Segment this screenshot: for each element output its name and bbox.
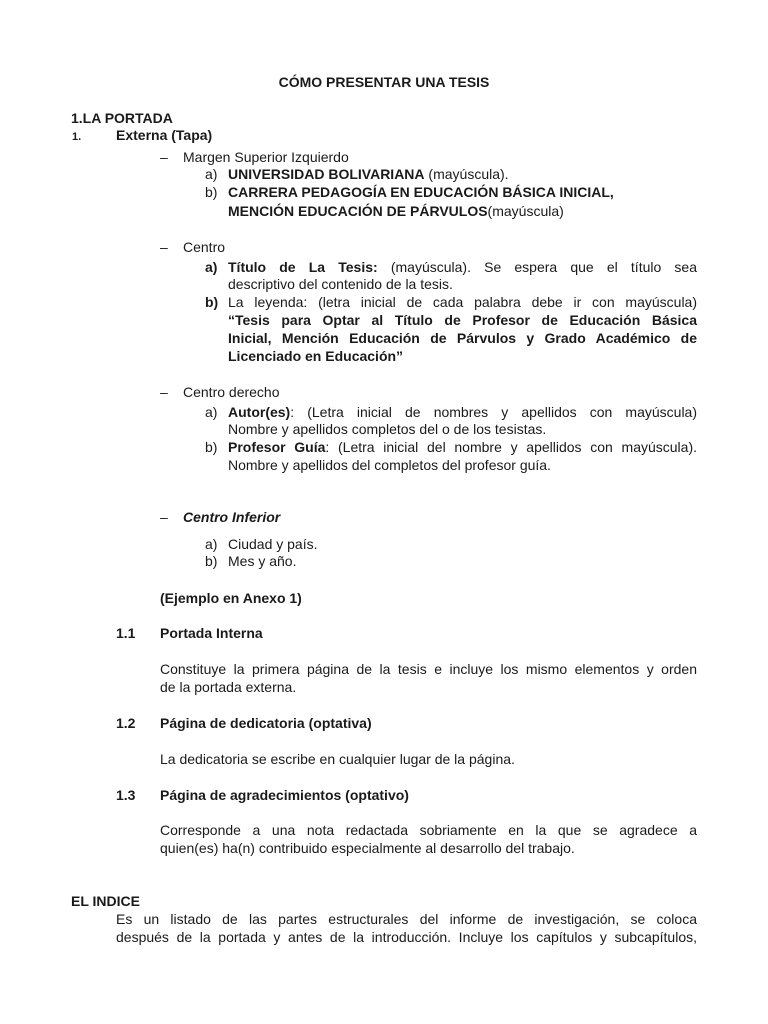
plain-text: (mayúscula). <box>424 166 509 182</box>
plain-text: : (Letra inicial de nombres y apellidos con mayúscula) <box>290 404 697 420</box>
bullet-dash: – <box>160 149 168 165</box>
section-number: 1.2 <box>116 715 136 731</box>
list-marker: a) <box>205 536 218 552</box>
section-heading-indice: EL INDICE <box>71 893 140 909</box>
section-heading-portada: 1.LA PORTADA <box>71 110 173 126</box>
plain-text: : (Letra inicial del nombre y apellidos con mayúscula). <box>325 439 697 455</box>
list-item-mes: Mes y año. <box>228 553 297 569</box>
bullet-dash: – <box>160 384 168 400</box>
paragraph-dedicatoria: La dedicatoria se escribe en cualquier lugar de la página. <box>160 751 515 767</box>
paragraph-agradecimientos-1: Corresponde a una nota redactada sobriamente en la que se agradece a <box>160 822 697 838</box>
section-number: 1.3 <box>116 787 136 803</box>
bold-text: Autor(es) <box>228 404 291 420</box>
list-item-mencion <box>228 203 564 220</box>
section-heading-agradecimientos: Página de agradecimientos (optativo) <box>160 787 409 803</box>
bullet-dash: – <box>160 509 168 525</box>
item-centro-derecho-label: Centro derecho <box>183 384 280 400</box>
plain-text: (mayúscula) <box>487 203 564 219</box>
list-item-profesor <box>228 439 697 456</box>
list-item-autores-cont: Nombre y apellidos completos del o de los tesistas. <box>228 421 547 437</box>
paragraph-indice-2: después de la portada y antes de la introducción. Incluye los capítulos y subcapítulos, <box>116 929 697 945</box>
list-marker: a) <box>205 259 218 275</box>
list-item-titulo <box>228 259 697 276</box>
section-heading-dedicatoria: Página de dedicatoria (optativa) <box>160 715 372 731</box>
paragraph-portada-interna-2: de la portada externa. <box>160 679 297 695</box>
ejemplo-note: (Ejemplo en Anexo 1) <box>160 590 302 606</box>
list-item-ciudad: Ciudad y país. <box>228 536 318 552</box>
list-marker: b) <box>205 184 218 200</box>
bold-text: UNIVERSIDAD BOLIVARIANA <box>228 166 425 182</box>
list-marker: a) <box>205 166 218 182</box>
item-centro-inferior-label: Centro Inferior <box>183 509 281 525</box>
list-item-leyenda: La leyenda: (letra inicial de cada palabra debe ir con mayúscula) <box>228 294 697 310</box>
leyenda-quote-line-2: Inicial, Mención Educación de Párvulos y Grado Académico de <box>228 330 697 346</box>
item-margen-label: Margen Superior Izquierdo <box>183 149 349 165</box>
leyenda-quote-line-3: Licenciado en Educación” <box>228 348 404 364</box>
leyenda-quote-line-1: “Tesis para Optar al Título de Profesor de Educación Básica <box>228 312 697 328</box>
list-marker: b) <box>205 553 218 569</box>
item-centro-label: Centro <box>183 239 226 255</box>
bold-text: Título de La Tesis: <box>228 259 378 275</box>
list-item-universidad <box>228 166 509 183</box>
bold-text: MENCIÓN EDUCACIÓN DE PÁRVULOS <box>228 203 488 219</box>
section-number: 1.1 <box>116 625 136 641</box>
paragraph-portada-interna-1: Constituye la primera página de la tesis e incluye los mismo elementos y orden <box>160 661 697 677</box>
list-number: 1. <box>72 131 82 143</box>
list-item-profesor-cont: Nombre y apellidos del completos del profesor guía. <box>228 457 551 473</box>
list-item-titulo-cont: descriptivo del contenido de la tesis. <box>228 276 453 292</box>
list-item-carrera: CARRERA PEDAGOGÍA EN EDUCACIÓN BÁSICA INICIAL, <box>228 184 614 200</box>
paragraph-agradecimientos-2: quien(es) ha(n) contribuido especialmente al desarrollo del trabajo. <box>160 840 575 856</box>
document-title: CÓMO PRESENTAR UNA TESIS <box>278 74 490 90</box>
list-marker: b) <box>205 294 219 310</box>
list-marker: a) <box>205 404 218 420</box>
bullet-dash: – <box>160 239 168 255</box>
subsection-externa: Externa (Tapa) <box>116 127 213 143</box>
plain-text: (mayúscula). Se espera que el título sea <box>377 259 697 275</box>
paragraph-indice-1: Es un listado de las partes estructurales del informe de investigación, se coloca <box>116 911 697 927</box>
section-heading-portada-interna: Portada Interna <box>160 625 263 641</box>
list-marker: b) <box>205 439 218 455</box>
list-item-autores <box>228 404 697 421</box>
bold-text: Profesor Guía <box>228 439 326 455</box>
